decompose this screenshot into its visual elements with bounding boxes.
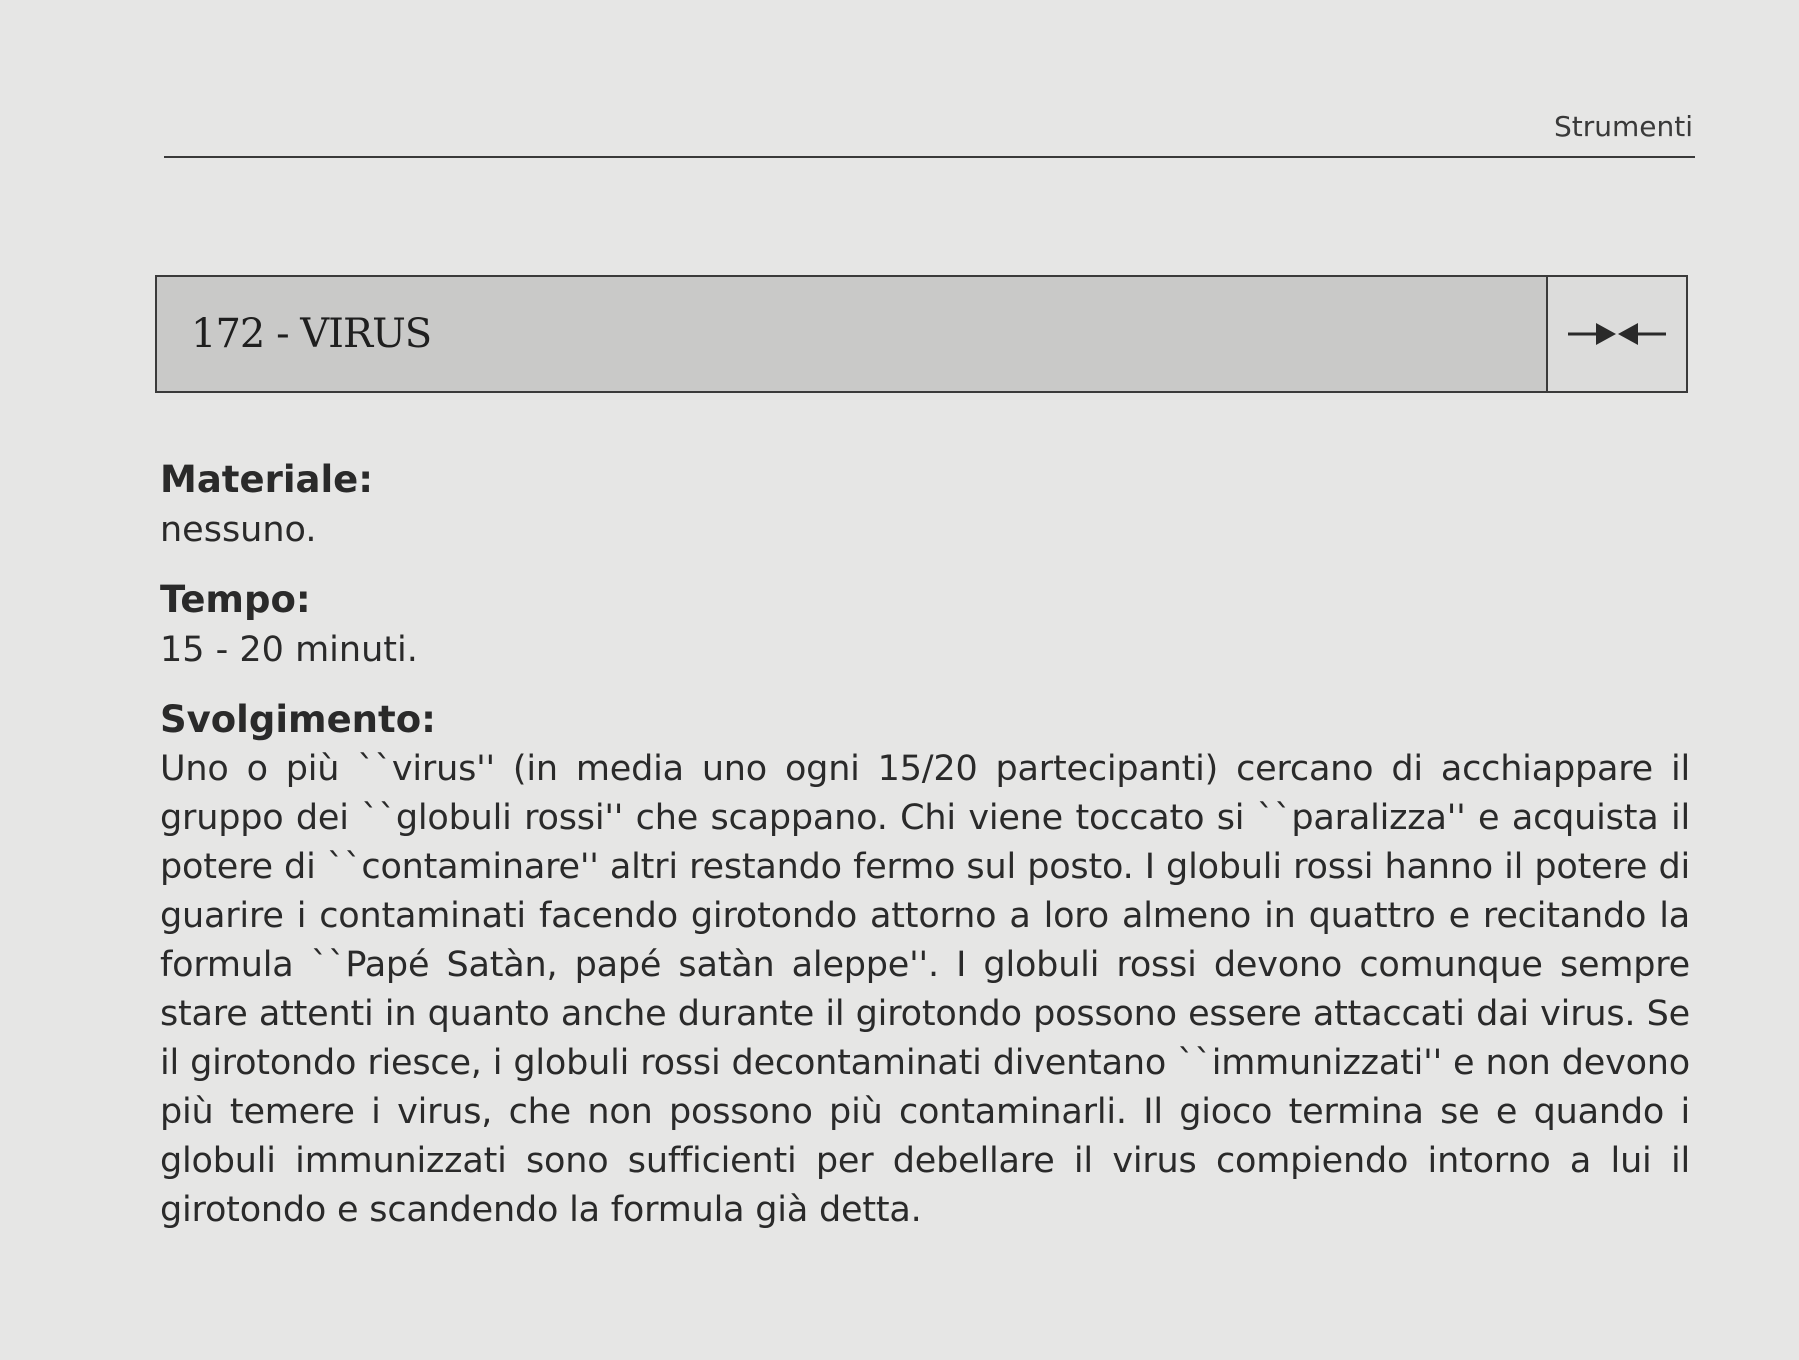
running-head: Strumenti: [1553, 110, 1693, 143]
activity-content: [160, 455, 1690, 1255]
section-materiale: [160, 455, 1690, 555]
activity-title: 172 - VIRUS: [191, 311, 432, 357]
tempo-label: Tempo:: [160, 578, 311, 621]
header-rule: [164, 156, 1695, 158]
section-tempo: [160, 575, 1690, 675]
svolgimento-label: Svolgimento:: [160, 698, 436, 741]
arrows-converging-icon: [1548, 277, 1686, 391]
tempo-value: 15 - 20 minuti.: [160, 630, 418, 670]
svolgimento-text: Uno o più ``virus'' (in media uno ogni 15/20 partecipanti) cercano di acchiappare il gruppo dei ``globuli rossi'' che scappano. Chi viene toccato si ``paralizza'' e acquista il potere di ``contaminare'' altri restando fermo sul posto. I globuli rossi hanno il potere di guarire i contaminati facendo girotondo attorno a loro almeno in quattro e recitando la formula ``Papé Satàn, papé satàn aleppe''. I globuli rossi devono comunque sempre stare attenti in quanto anche durante il girotondo possono essere attaccati dai virus. Se il girotondo riesce, i globuli rossi decontaminati diventano ``immunizzati'' e non devono più temere i virus, che non possono più contaminarli. Il gioco termina se e quando i globuli immunizzati sono sufficienti per debellare il virus compiendo intorno a lui il girotondo e scandendo la formula già detta.: [160, 749, 1690, 1230]
materiale-label: Materiale:: [160, 458, 374, 501]
materiale-value: nessuno.: [160, 510, 317, 550]
title-bar: [157, 277, 1548, 391]
section-svolgimento: [160, 695, 1690, 1235]
activity-title-box: [155, 275, 1688, 393]
